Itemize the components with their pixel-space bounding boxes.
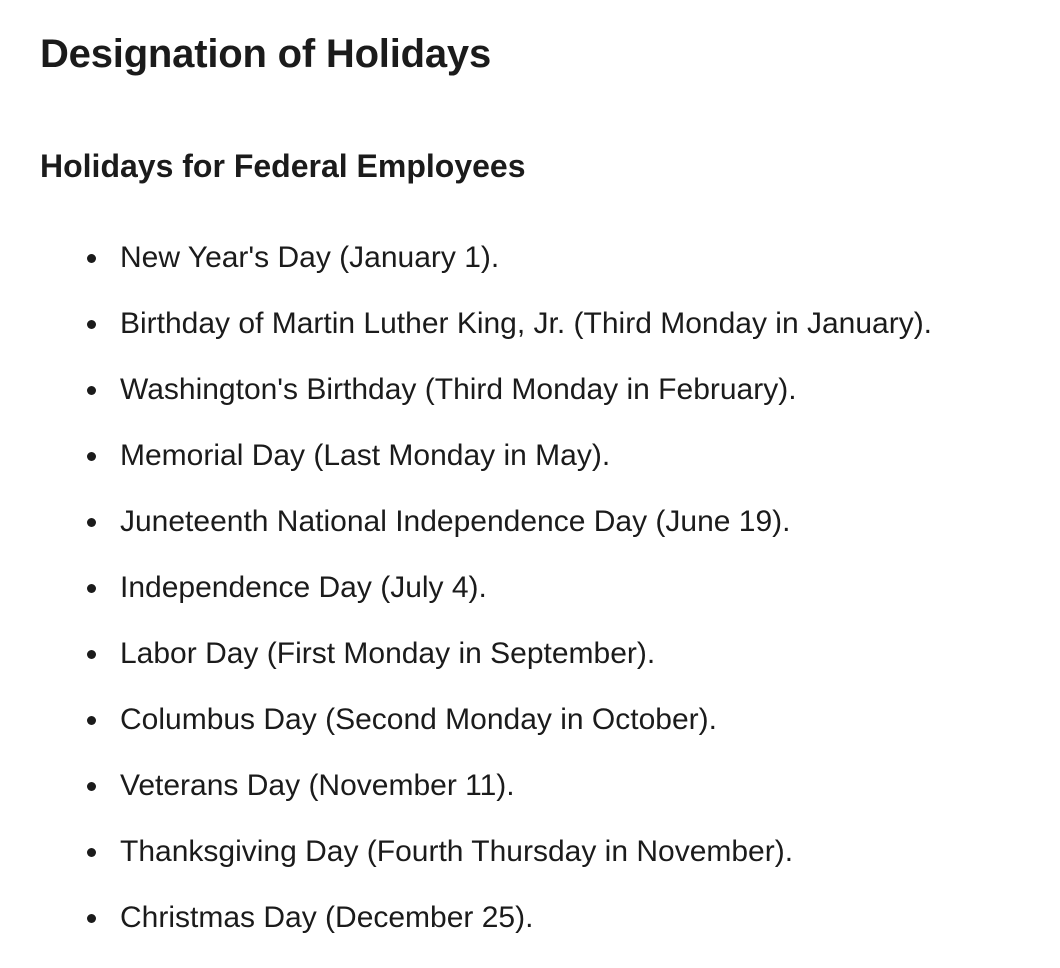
list-item xyxy=(40,764,1060,830)
holiday-text: Juneteenth National Independence Day (June 19). xyxy=(120,505,791,538)
bullet-icon xyxy=(87,320,96,329)
list-item xyxy=(40,500,1060,566)
holiday-text: Veterans Day (November 11). xyxy=(120,769,515,802)
bullet-icon xyxy=(87,254,96,263)
holiday-text: Labor Day (First Monday in September). xyxy=(120,637,656,670)
list-item xyxy=(40,632,1060,698)
bullet-icon xyxy=(87,650,96,659)
list-item xyxy=(40,236,1060,302)
holiday-text: Columbus Day (Second Monday in October). xyxy=(120,703,717,736)
list-item xyxy=(40,698,1060,764)
bullet-icon xyxy=(87,518,96,527)
section-title: Holidays for Federal Employees xyxy=(40,148,526,184)
bullet-icon xyxy=(87,716,96,725)
bullet-icon xyxy=(87,584,96,593)
list-item xyxy=(40,368,1060,434)
holiday-text: Thanksgiving Day (Fourth Thursday in November). xyxy=(120,835,794,868)
holiday-text: Memorial Day (Last Monday in May). xyxy=(120,439,611,472)
holiday-text: Christmas Day (December 25). xyxy=(120,901,534,934)
list-item xyxy=(40,896,1060,962)
list-item xyxy=(40,434,1060,500)
holiday-text: Washington's Birthday (Third Monday in February). xyxy=(120,373,797,406)
bullet-icon xyxy=(87,914,96,923)
bullet-icon xyxy=(87,386,96,395)
list-item xyxy=(40,830,1060,896)
list-item xyxy=(40,302,1060,368)
bullet-icon xyxy=(87,848,96,857)
holiday-text: Independence Day (July 4). xyxy=(120,571,487,604)
bullet-icon xyxy=(87,782,96,791)
page-title: Designation of Holidays xyxy=(40,32,492,76)
holiday-list xyxy=(40,236,1060,962)
holiday-text: Birthday of Martin Luther King, Jr. (Third Monday in January). xyxy=(120,307,933,340)
bullet-icon xyxy=(87,452,96,461)
list-item xyxy=(40,566,1060,632)
holiday-text: New Year's Day (January 1). xyxy=(120,241,500,274)
